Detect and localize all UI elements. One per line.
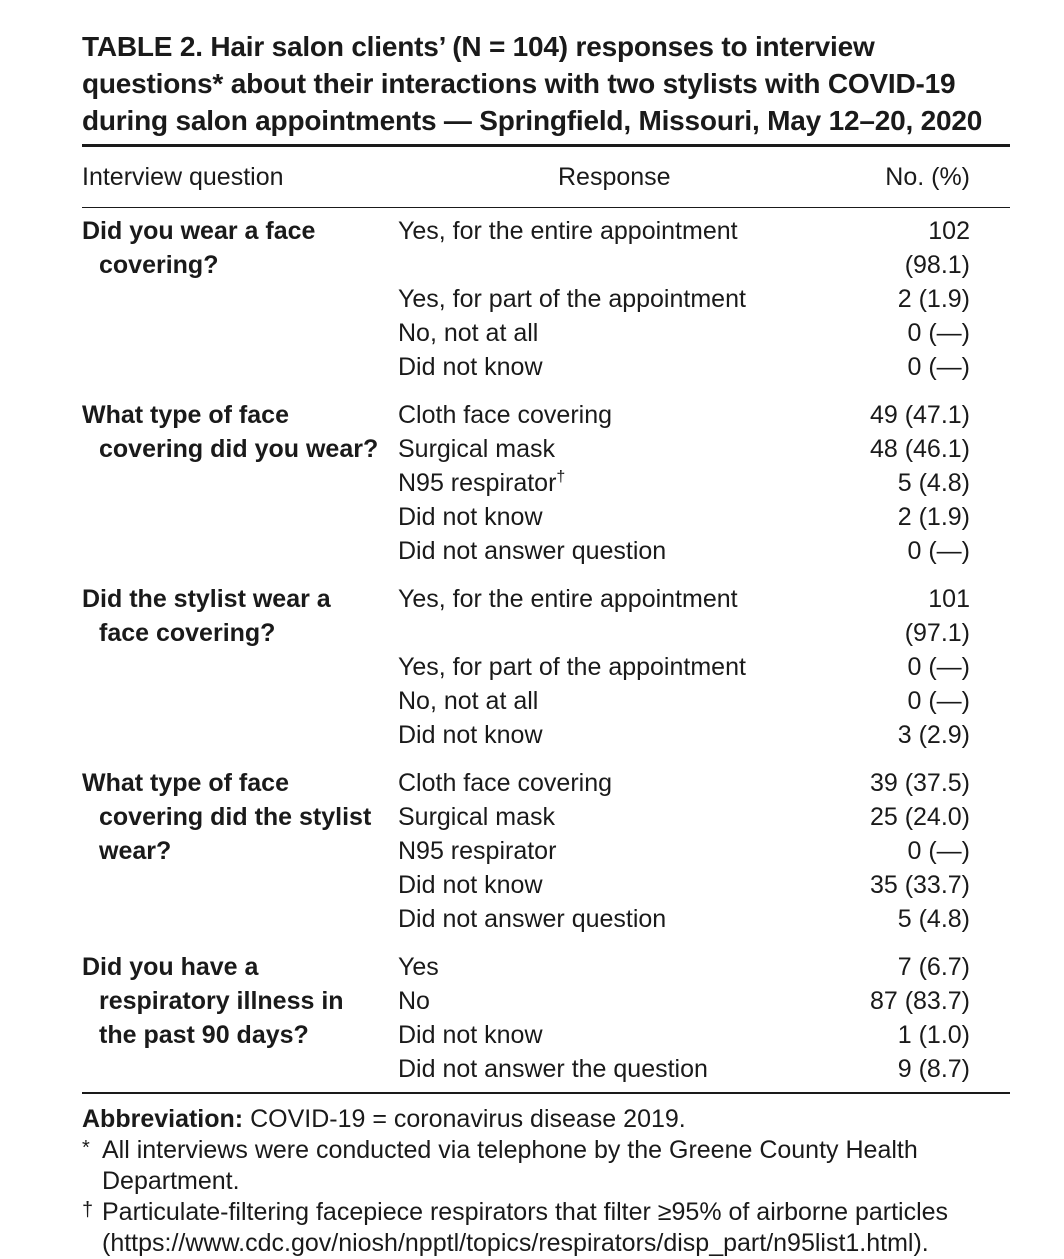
- response-text: Surgical mask: [398, 435, 555, 463]
- count-cell: 0 (—): [907, 353, 970, 381]
- response-cell: [398, 650, 868, 684]
- count-cell: 0 (—): [907, 319, 970, 347]
- header-response: Response: [558, 162, 671, 191]
- response-text: Did not answer question: [398, 905, 667, 933]
- count-cell: 7 (6.7): [897, 953, 970, 981]
- footnote-dagger: [82, 1197, 1010, 1259]
- response-cell: [398, 718, 868, 758]
- response-text: Did not know: [398, 721, 543, 749]
- footnote-text: Particulate-filtering facepiece respirators that filter ≥95% of airborne particles (https://www.cdc.gov/niosh/npptl/topics/respirators/disp_part/n95list1.html).: [102, 1198, 949, 1257]
- count-cell: 0 (—): [907, 653, 970, 681]
- count-cell: 2 (1.9): [897, 503, 970, 531]
- abbreviation-label: Abbreviation:: [82, 1105, 244, 1133]
- footnote-asterisk: [82, 1135, 1010, 1197]
- header-row: [82, 147, 1010, 208]
- question-cell: [82, 390, 398, 574]
- response-text: Did not know: [398, 353, 543, 381]
- response-cell: [398, 390, 868, 432]
- response-cell: [398, 758, 868, 800]
- response-text: Cloth face covering: [398, 401, 613, 429]
- table-row: [82, 574, 1010, 650]
- response-cell: [398, 466, 868, 500]
- document-page: [82, 28, 1010, 1259]
- response-text: No: [398, 987, 430, 1015]
- count-cell: 1 (1.0): [897, 1021, 970, 1049]
- question-cell: [82, 942, 398, 1092]
- count-cell: 0 (—): [907, 687, 970, 715]
- response-cell: [398, 316, 868, 350]
- question-text: What type of face covering did you wear?: [82, 401, 379, 463]
- question-cell: [82, 758, 398, 942]
- response-text: Yes, for part of the appointment: [398, 285, 746, 313]
- response-text: Cloth face covering: [398, 769, 613, 797]
- response-text: Surgical mask: [398, 803, 555, 831]
- response-cell: [398, 868, 868, 902]
- table-title: TABLE 2. Hair salon clients’ (N = 104) responses to interview questions* about their interactions with two stylists with COVID-19 during salon appointments — Springfield, Missouri, May 12–20, 2020: [82, 31, 983, 136]
- question-text: Did you wear a face covering?: [82, 217, 316, 279]
- response-cell: [398, 534, 868, 574]
- response-cell: [398, 574, 868, 650]
- count-cell: 39 (37.5): [869, 769, 970, 797]
- footnote-reference: †: [556, 468, 566, 486]
- question-group: [82, 758, 1010, 942]
- response-cell: [398, 500, 868, 534]
- count-cell: 35 (33.7): [869, 871, 970, 899]
- response-text: Did not know: [398, 871, 543, 899]
- table-row: [82, 208, 1010, 283]
- response-cell: [398, 1018, 868, 1052]
- count-cell: 49 (47.1): [869, 401, 970, 429]
- count-cell: 102 (98.1): [904, 217, 970, 279]
- count-cell: 25 (24.0): [869, 803, 970, 831]
- question-group: [82, 390, 1010, 574]
- table-row: [82, 758, 1010, 800]
- response-text: Did not know: [398, 1021, 543, 1049]
- response-cell: [398, 282, 868, 316]
- response-cell: [398, 902, 868, 942]
- header-question: Interview question: [82, 162, 284, 191]
- response-text: No, not at all: [398, 687, 539, 715]
- response-text: N95 respirator: [398, 469, 557, 497]
- count-cell: 2 (1.9): [897, 285, 970, 313]
- response-text: Yes: [398, 953, 439, 981]
- table-row: [82, 942, 1010, 984]
- header-count: No. (%): [885, 162, 970, 191]
- question-cell: [82, 574, 398, 758]
- abbreviation-note: [82, 1104, 1010, 1135]
- count-cell: 0 (—): [907, 837, 970, 865]
- question-group: [82, 942, 1010, 1092]
- response-cell: [398, 684, 868, 718]
- question-cell: [82, 208, 398, 391]
- response-text: Did not answer the question: [398, 1055, 708, 1083]
- question-group: [82, 574, 1010, 758]
- response-cell: [398, 1052, 868, 1092]
- response-text: N95 respirator: [398, 837, 557, 865]
- question-text: Did the stylist wear a face covering?: [82, 585, 331, 647]
- count-cell: 48 (46.1): [869, 435, 970, 463]
- footnote-mark: †: [82, 1199, 94, 1221]
- footnotes: [82, 1104, 1010, 1259]
- footnote-mark: *: [82, 1137, 90, 1159]
- question-group: [82, 208, 1010, 391]
- response-text: Did not answer question: [398, 537, 667, 565]
- count-cell: 9 (8.7): [897, 1055, 970, 1083]
- response-cell: [398, 834, 868, 868]
- footnote-text: All interviews were conducted via telephone by the Greene County Health Department.: [102, 1136, 918, 1195]
- response-cell: [398, 432, 868, 466]
- response-text: Did not know: [398, 503, 543, 531]
- response-text: Yes, for the entire appointment: [398, 585, 738, 613]
- response-cell: [398, 984, 868, 1018]
- question-text: Did you have a respiratory illness in the past 90 days?: [82, 953, 344, 1049]
- count-cell: 87 (83.7): [869, 987, 970, 1015]
- abbreviation-text: COVID-19 = coronavirus disease 2019.: [250, 1105, 686, 1133]
- response-cell: [398, 800, 868, 834]
- count-cell: 101 (97.1): [904, 585, 970, 647]
- question-text: What type of face covering did the stylist wear?: [82, 769, 372, 865]
- count-cell: 5 (4.8): [897, 469, 970, 497]
- response-text: Yes, for the entire appointment: [398, 217, 738, 245]
- response-cell: [398, 942, 868, 984]
- response-cell: [398, 208, 868, 283]
- table-row: [82, 390, 1010, 432]
- response-cell: [398, 350, 868, 390]
- responses-table: [82, 147, 1010, 1092]
- response-text: Yes, for part of the appointment: [398, 653, 746, 681]
- count-cell: 0 (—): [907, 537, 970, 565]
- bottom-rule: [82, 1092, 1010, 1094]
- response-text: No, not at all: [398, 319, 539, 347]
- count-cell: 5 (4.8): [897, 905, 970, 933]
- count-cell: 3 (2.9): [897, 721, 970, 749]
